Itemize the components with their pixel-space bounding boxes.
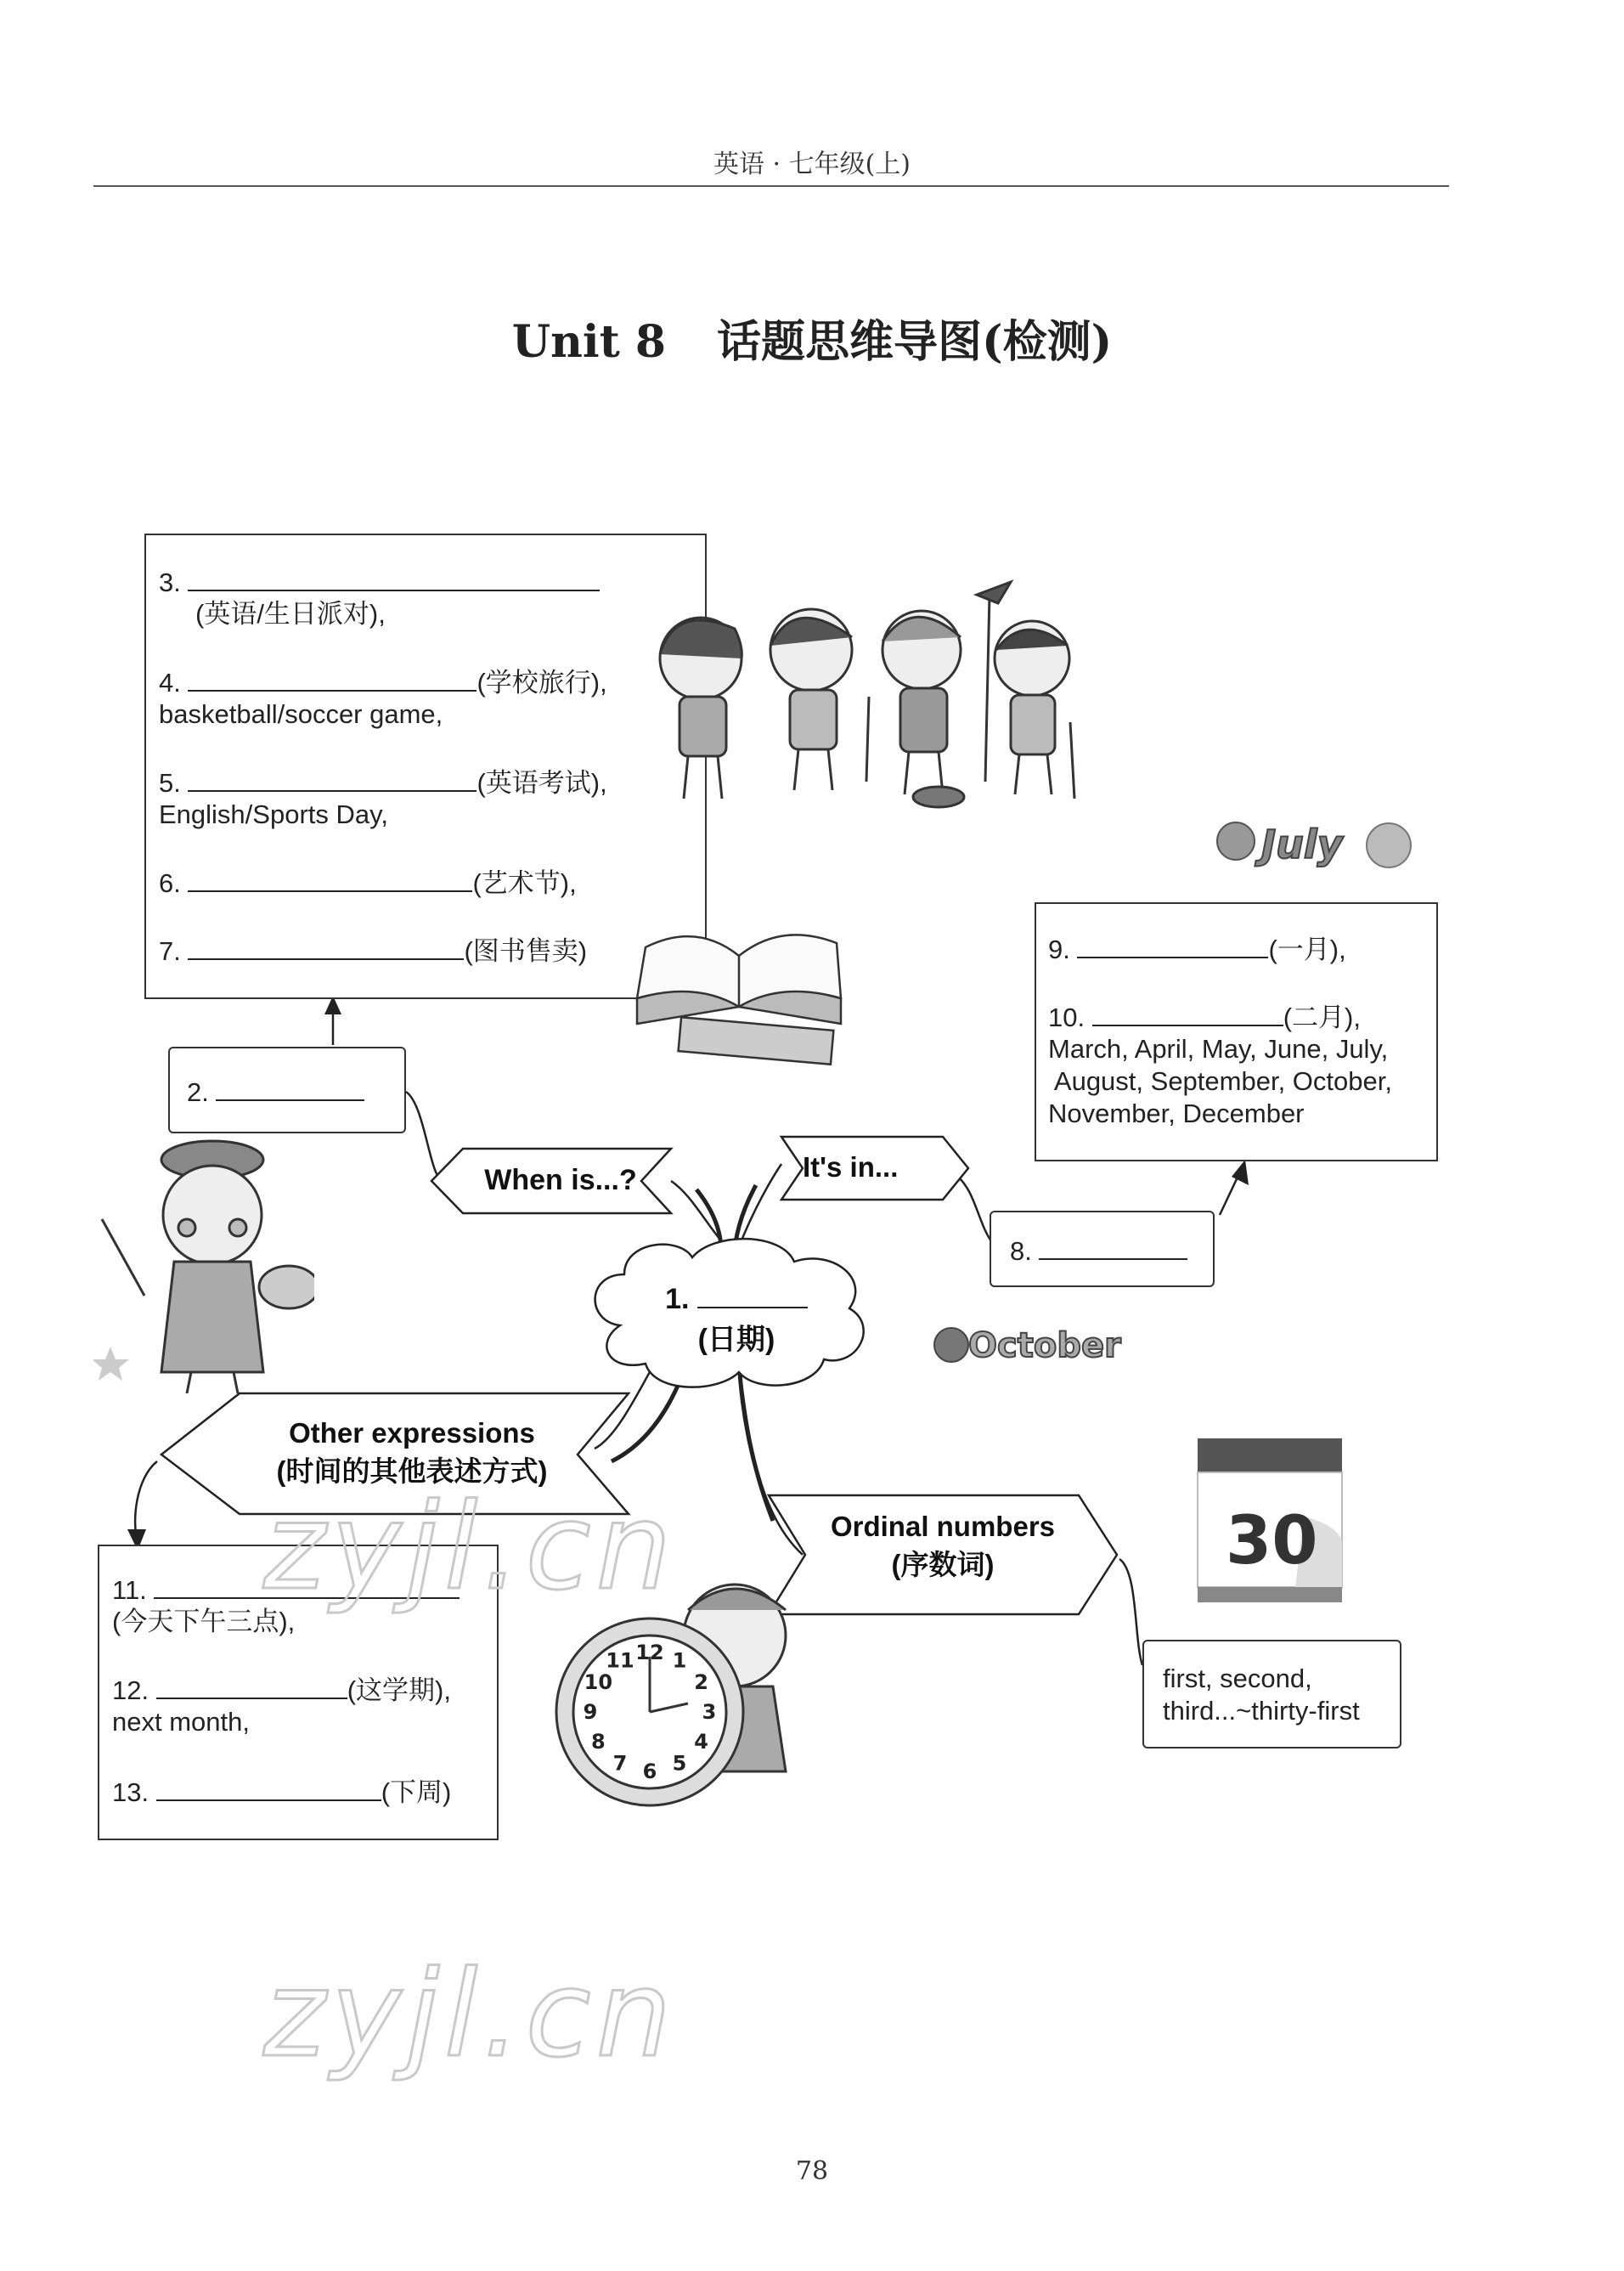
q8-box <box>990 1211 1215 1287</box>
watermark-bottom: zyjl.cn <box>263 1946 677 2084</box>
painter-boy-illustration <box>93 1134 314 1398</box>
q9-hint: (一月), <box>1268 935 1346 964</box>
q7-line <box>159 935 587 968</box>
q9-answer-blank[interactable] <box>1077 933 1268 958</box>
q9-line <box>1048 933 1346 966</box>
q2-answer-blank[interactable] <box>216 1076 364 1101</box>
q8-line <box>1010 1234 1187 1268</box>
ordinal-numbers-en: Ordinal numbers <box>830 1511 1056 1542</box>
center-answer-blank[interactable] <box>697 1283 808 1308</box>
center-num-label: 1. <box>665 1283 690 1315</box>
q10-line <box>1048 1001 1361 1034</box>
unit-label: Unit 8 <box>511 316 666 368</box>
q5-sub: English/Sports Day, <box>159 799 388 829</box>
q4-num: 4. <box>159 668 181 698</box>
clock-numeral: 4 <box>694 1730 708 1754</box>
clock-numeral: 10 <box>584 1670 613 1694</box>
q13-line <box>112 1776 451 1809</box>
q3-line <box>159 566 600 599</box>
q8-num: 8. <box>1010 1236 1032 1266</box>
clock-numeral: 5 <box>672 1751 687 1776</box>
july-logo-text: July <box>1261 822 1343 867</box>
center-label: (日期) <box>697 1324 775 1356</box>
q5-line <box>159 766 607 799</box>
months-line-2: August, September, October, <box>1048 1066 1392 1096</box>
ordinal-line-2: third...~thirty-first <box>1163 1696 1360 1726</box>
q9-num: 9. <box>1048 935 1070 964</box>
q6-hint: (艺术节), <box>472 868 577 898</box>
q12-sub: next month, <box>112 1707 250 1737</box>
q12-line <box>112 1674 451 1707</box>
q4-sub: basketball/soccer game, <box>159 699 443 729</box>
q13-hint: (下周) <box>381 1777 452 1807</box>
q10-answer-blank[interactable] <box>1092 1001 1283 1026</box>
ordinal-numbers-label <box>794 1511 1091 1583</box>
events-box <box>144 534 707 999</box>
center-number <box>639 1283 834 1316</box>
q5-num: 5. <box>159 768 181 798</box>
july-logo <box>1210 811 1414 879</box>
q12-num: 12. <box>112 1675 149 1705</box>
clock-numeral: 3 <box>702 1700 717 1724</box>
calendar-day: 30 <box>1226 1503 1318 1579</box>
its-in-label: It's in... <box>803 1151 899 1183</box>
when-is-label: When is...? <box>484 1164 637 1196</box>
topic-label: 话题思维导图(检测) <box>717 316 1113 368</box>
q2-box <box>168 1047 406 1133</box>
q10-num: 10. <box>1048 1003 1085 1032</box>
q10-hint: (二月), <box>1283 1003 1361 1032</box>
q7-answer-blank[interactable] <box>188 935 464 960</box>
q5-hint: (英语考试), <box>476 768 607 798</box>
other-expressions-cn: (时间的其他表述方式) <box>276 1455 548 1487</box>
clock-numeral: 12 <box>635 1641 664 1664</box>
q3-answer-blank[interactable] <box>188 566 600 591</box>
q4-answer-blank[interactable] <box>188 666 476 692</box>
clock-numeral: 11 <box>606 1648 634 1673</box>
hiking-children-illustration <box>641 578 1117 816</box>
months-box <box>1035 902 1438 1161</box>
october-logo-text: October <box>968 1326 1121 1365</box>
q3-num: 3. <box>159 568 181 597</box>
q11-sub: (今天下午三点), <box>112 1607 296 1636</box>
clock-numeral: 1 <box>672 1648 687 1673</box>
q8-answer-blank[interactable] <box>1039 1234 1187 1260</box>
q2-num: 2. <box>187 1077 209 1107</box>
october-logo <box>930 1313 1151 1372</box>
q12-answer-blank[interactable] <box>156 1674 347 1699</box>
q4-line <box>159 666 607 699</box>
q12-hint: (这学期), <box>347 1675 451 1705</box>
clock-numeral: 6 <box>642 1760 657 1783</box>
months-line-1: March, April, May, June, July, <box>1048 1034 1389 1064</box>
center-node <box>639 1283 834 1358</box>
q7-hint: (图书售卖) <box>464 936 588 966</box>
page-number: 78 <box>795 2156 829 2186</box>
q6-num: 6. <box>159 868 181 898</box>
q6-answer-blank[interactable] <box>188 867 472 892</box>
q7-num: 7. <box>159 936 181 966</box>
clock-numeral: 2 <box>694 1670 708 1694</box>
books-illustration <box>629 922 854 1071</box>
q6-line <box>159 867 577 900</box>
q5-answer-blank[interactable] <box>188 766 476 792</box>
ordinal-line-1: first, second, <box>1163 1664 1312 1693</box>
clock-numeral: 7 <box>612 1751 628 1776</box>
calendar-illustration <box>1193 1432 1346 1610</box>
q3-sub: (英语/生日派对), <box>195 599 386 629</box>
q13-num: 13. <box>112 1777 149 1807</box>
watermark-mid: zyjl.cn <box>263 1478 677 1617</box>
q13-answer-blank[interactable] <box>156 1776 381 1801</box>
q11-num: 11. <box>112 1575 147 1605</box>
clock-numeral: 8 <box>591 1730 606 1754</box>
other-expressions-en: Other expressions <box>289 1417 535 1449</box>
clock-numeral: 9 <box>583 1700 598 1724</box>
q2-line <box>187 1076 364 1109</box>
ordinal-numbers-cn: (序数词) <box>891 1549 995 1580</box>
ordinal-box <box>1142 1640 1401 1748</box>
months-line-3: November, December <box>1048 1099 1305 1128</box>
q4-hint: (学校旅行), <box>476 668 607 698</box>
page-header: 英语 · 七年级(上) <box>713 150 911 179</box>
